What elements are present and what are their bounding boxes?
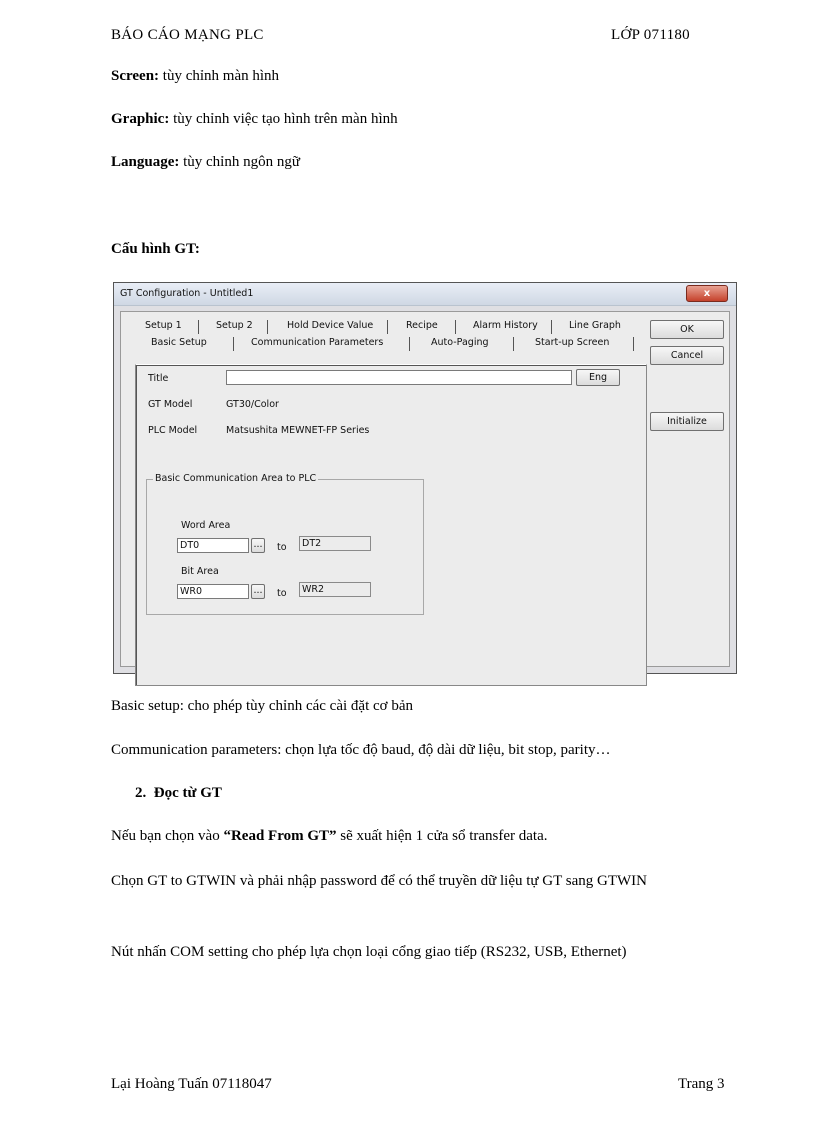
dialog-titlebar — [114, 283, 736, 306]
bit-area-label: Bit Area — [181, 566, 219, 577]
gt-model-label: GT Model — [148, 399, 193, 410]
footer-page-number: Trang 3 — [678, 1076, 725, 1092]
header-title: BÁO CÁO MẠNG PLC — [111, 27, 264, 43]
ok-button[interactable]: OK — [650, 320, 724, 339]
language-text: tùy chỉnh ngôn ngữ — [179, 154, 300, 170]
plc-model-value: Matsushita MEWNET-FP Series — [226, 425, 370, 436]
graphic-text: tùy chỉnh việc tạo hình trên màn hình — [169, 111, 398, 127]
gt-model-value: GT30/Color — [226, 399, 279, 410]
dialog-title: GT Configuration - Untitled1 — [120, 288, 254, 299]
footer-author: Lại Hoàng Tuấn 07118047 — [111, 1076, 272, 1092]
basic-setup-panel — [135, 364, 647, 686]
language-term: Language: — [111, 154, 180, 170]
screen-definition — [111, 68, 279, 85]
group-title: Basic Communication Area to PLC — [155, 473, 317, 484]
basic-setup-description: Basic setup: cho phép tùy chỉnh các cài đặt cơ bản — [111, 698, 413, 714]
tab-setup-2[interactable]: Setup 2 — [216, 320, 253, 331]
tab-divider — [551, 320, 552, 334]
header-class: LỚP 071180 — [611, 27, 690, 43]
tab-divider — [513, 337, 514, 351]
title-label: Title — [148, 373, 169, 384]
tab-setup-1[interactable]: Setup 1 — [145, 320, 182, 331]
comm-params-description: Communication parameters: chọn lựa tốc độ baud, độ dài dữ liệu, bit stop, parity… — [111, 742, 611, 758]
config-heading: Cấu hình GT: — [111, 241, 200, 257]
eng-button[interactable]: Eng — [576, 369, 620, 386]
tab-alarm-history[interactable]: Alarm History — [473, 320, 538, 331]
bit-area-from-input[interactable]: WR0 — [177, 584, 249, 599]
initialize-button[interactable]: Initialize — [650, 412, 724, 431]
tab-divider — [633, 337, 634, 351]
tab-divider — [233, 337, 234, 351]
bit-area-browse-button[interactable]: ... — [251, 584, 265, 599]
word-to-label: to — [277, 542, 287, 553]
screen-term: Screen: — [111, 68, 160, 84]
word-area-from-input[interactable]: DT0 — [177, 538, 249, 553]
tab-divider — [387, 320, 388, 334]
graphic-term: Graphic: — [111, 111, 170, 127]
tab-auto-paging[interactable]: Auto-Paging — [431, 337, 489, 348]
tab-basic-setup[interactable]: Basic Setup — [151, 337, 207, 348]
tab-divider — [455, 320, 456, 334]
read-from-gt-paragraph: Nếu bạn chọn vào “Read From GT” sẽ xuất hiện 1 cửa sổ transfer data. — [111, 828, 548, 844]
tab-start-up-screen[interactable]: Start-up Screen — [535, 337, 610, 348]
tab-recipe[interactable]: Recipe — [406, 320, 438, 331]
word-area-label: Word Area — [181, 520, 231, 531]
tab-hold-device-value[interactable]: Hold Device Value — [287, 320, 374, 331]
bit-to-label: to — [277, 588, 287, 599]
cancel-button[interactable]: Cancel — [650, 346, 724, 365]
read-from-gt-term: “Read From GT” — [223, 828, 337, 844]
section-title: Đọc từ GT — [153, 785, 222, 801]
tab-communication-parameters[interactable]: Communication Parameters — [251, 337, 384, 348]
dialog-body — [120, 311, 730, 667]
word-area-browse-button[interactable]: ... — [251, 538, 265, 553]
close-icon[interactable]: x — [686, 285, 728, 302]
language-definition — [111, 154, 300, 171]
gt-configuration-dialog — [113, 282, 737, 674]
section-number: 2. — [135, 785, 147, 801]
tab-divider — [267, 320, 268, 334]
title-input[interactable] — [226, 370, 572, 385]
tab-divider — [198, 320, 199, 334]
gtwin-paragraph: Chọn GT to GTWIN và phải nhập password để có thể truyền dữ liệu tự GT sang GTWIN — [111, 873, 648, 889]
plc-model-label: PLC Model — [148, 425, 198, 436]
section-heading — [135, 785, 222, 802]
graphic-definition — [111, 111, 398, 128]
tab-divider — [409, 337, 410, 351]
screen-text: tùy chỉnh màn hình — [159, 68, 280, 84]
tab-line-graph[interactable]: Line Graph — [569, 320, 621, 331]
com-setting-paragraph: Nút nhấn COM setting cho phép lựa chọn loại cổng giao tiếp (RS232, USB, Ethernet) — [111, 944, 627, 960]
word-area-to-field: DT2 — [299, 536, 371, 551]
bit-area-to-field: WR2 — [299, 582, 371, 597]
communication-area-group — [146, 473, 424, 615]
